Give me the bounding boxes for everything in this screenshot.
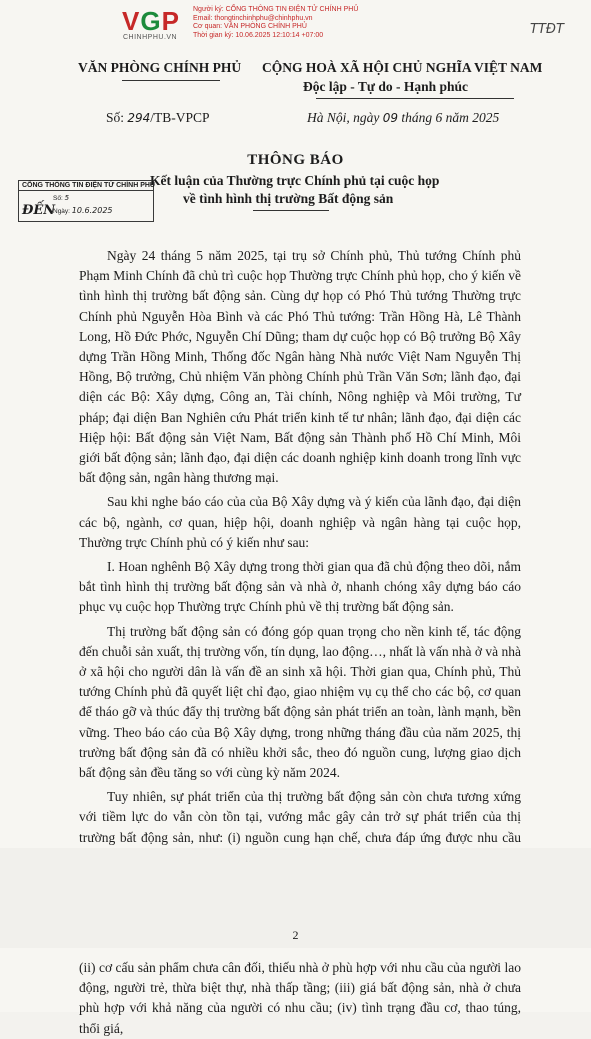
org-line: Cơ quan: VĂN PHÒNG CHÍNH PHỦ	[193, 23, 307, 30]
date-day: 09	[382, 111, 399, 125]
page2-body	[79, 958, 521, 1039]
vgp-logo-subtitle: CHINHPHU.VN	[123, 34, 178, 41]
stamp-number-value: 5	[64, 194, 70, 202]
so-suffix: /TB-VPCP	[150, 110, 210, 125]
page-number: 2	[292, 928, 299, 942]
so-label: Số:	[106, 110, 125, 125]
time-line: Thời gian ký: 10.06.2025 12:10:14 +07:00	[193, 31, 324, 39]
paragraph: (ii) cơ cấu sản phẩm chưa cân đối, thiếu nhà ở phù hợp với nhu cầu của người lao động, người trẻ, thừa biệt thự, nhà thấp tầng; (iii) giá bất động sản, nhà ở chưa phù hợp với khả năng của người có nhu cầu; (iv) tình trạng đầu cơ, thao túng, thổi giá,	[79, 960, 521, 1036]
date-prefix: Hà Nội, ngày	[307, 110, 380, 125]
stamp-date-value: 10.6.2025	[71, 206, 113, 215]
stamp-date-label: Ngày:	[53, 208, 70, 215]
stamp-number	[53, 194, 69, 202]
nation-name: CỘNG HOÀ XÃ HỘI CHỦ NGHĨA VIỆT NAM	[262, 60, 543, 75]
document-subtitle-line2: về tình hình thị trường Bất động sản	[183, 191, 394, 206]
paragraph: Tuy nhiên, sự phát triển của thị trường bất động sản còn chưa tương xứng với tiềm lực do vẫn còn tồn tại, vướng mắc gây cản trở sự phát triển của thị trường bất động sản, như: (i) nguồn cung hạn chế, chưa đáp ứng được nhu cầu	[79, 789, 521, 845]
signer-line: Người ký: CỔNG THÔNG TIN ĐIỆN TỬ CHÍNH PHỦ	[193, 6, 359, 13]
paragraph: I. Hoan nghênh Bộ Xây dựng trong thời gian qua đã chủ động theo dõi, nắm bắt tình hình thị trường bất động sản và nhà ở, nhanh chóng xây dựng báo cáo phục vụ cuộc họp Thường trực Chính phủ về thị trường bất động sản.	[79, 559, 521, 615]
document-number	[106, 110, 210, 126]
paragraph: Thị trường bất động sản có đóng góp quan trọng cho nền kinh tế, tác động đến chuỗi sản xuất, thị trường vốn, tín dụng, lao động…, nhất là vấn nhà ở và nhà ở xã hội cho người dân là vấn đề an sinh xã hội. Thời gian qua, Chính phủ, Thủ tướng Chính phủ đã quyết liệt chỉ đạo, giao nhiệm vụ cụ thể cho các bộ, cơ quan để tháo gỡ và thúc đẩy thị trường bất động sản phát triển an toàn, lành mạnh, bền vững. Theo báo cáo của Bộ Xây dựng, trong những tháng đầu của năm 2025, thị trường bất động sản đã có nhiều khởi sắc, theo đó nguồn cung, lượng giao dịch bất động sản đều tăng so với cùng kỳ năm 2024.	[79, 623, 521, 781]
stamp-den: ĐẾN	[22, 203, 56, 218]
title-underline	[253, 210, 329, 211]
motto-underline	[316, 98, 514, 99]
handwritten-corner-mark: TTĐT	[530, 22, 564, 37]
paragraph: Ngày 24 tháng 5 năm 2025, tại trụ sở Chính phủ, Thủ tướng Chính phủ Phạm Minh Chính đã chủ trì cuộc họp Thường trực Chính phủ họp, cho ý kiến về tình hình thị trường bất động sản. Cùng dự họp có Phó Thủ tướng Thường trực Chính phủ Nguyễn Hòa Bình và các Phó Thủ tướng: Trần Hồng Hà, Lê Thành Long, Hồ Đức Phớc, Nguyễn Chí Dũng; tham dự cuộc họp có Bộ trưởng Bộ Xây dựng Trần Hồng Minh, Thống đốc Ngân hàng Nhà nước Việt Nam Nguyễn Thị Hồng, Bộ trưởng, Chủ nhiệm Văn phòng Chính phủ Trần Văn Sơn; lãnh đạo, đại diện các Bộ: Xây dựng, Công an, Tài chính, Nông nghiệp và Môi trường, Tư pháp; đại diện Ban Nghiên cứu Phát triển kinh tế tư nhân; lãnh đạo, đại diện các Hiệp hội: Bất động sản Việt Nam, Bất động sản Thành phố Hồ Chí Minh, Môi giới bất động sản; lãnh đạo, đại diện các doanh nghiệp kinh doanh trong lĩnh vực bất động sản, ngân hàng thương mại.	[79, 248, 521, 486]
document-subtitle-line1: Kết luận của Thường trực Chính phủ tại cuộc họp	[150, 173, 440, 188]
nation-motto: Độc lập - Tự do - Hạnh phúc	[303, 79, 469, 94]
office-name: VĂN PHÒNG CHÍNH PHỦ	[78, 60, 242, 75]
date-suffix: tháng 6 năm 2025	[401, 110, 500, 125]
stamp-header: CỔNG THÔNG TIN ĐIỆN TỬ CHÍNH PHỦ	[19, 181, 153, 191]
document-body	[79, 246, 521, 872]
stamp-number-label: Số:	[53, 195, 63, 202]
so-number: 294	[127, 111, 151, 125]
vgp-logo: VGP	[122, 6, 180, 36]
office-underline	[122, 80, 220, 81]
document-date	[307, 110, 499, 126]
email-line: Email: thongtinchinhphu@chinhphu.vn	[193, 14, 313, 22]
paragraph: Sau khi nghe báo cáo của của Bộ Xây dựng và ý kiến của lãnh đạo, đại diện các bộ, ngành, cơ quan, hiệp hội, doanh nghiệp và ngân hàng tại cuộc họp, Thường trực Chính phủ có ý kiến như sau:	[79, 494, 521, 550]
stamp-date	[53, 206, 113, 215]
received-stamp	[18, 180, 154, 222]
document-title: THÔNG BÁO	[247, 152, 344, 168]
digital-signature-info	[193, 6, 358, 40]
